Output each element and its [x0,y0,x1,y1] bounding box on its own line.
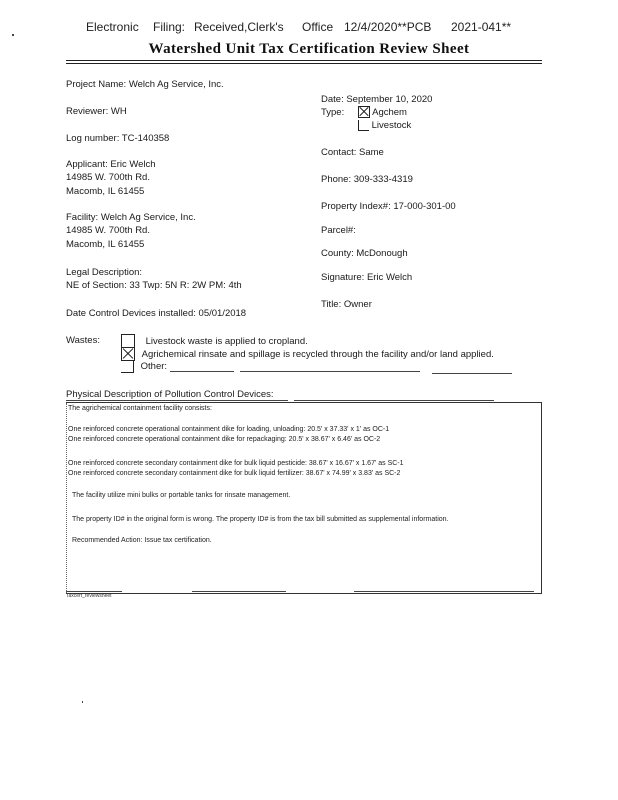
signer-title: Title: Owner [321,299,372,310]
description-line-5: One reinforced concrete secondary containment dike for bulk liquid fertilizer: 38.67' x 74.99' x 3.83' as SC-2 [68,470,401,477]
facility-street: 14985 W. 700th Rd. [66,225,150,236]
stamp-date-pcb: 12/4/2020**PCB [344,20,432,34]
agrichemical-label: Agrichemical rinsate and spillage is recycled through the facility and/or land applied. [141,348,494,360]
signature: Signature: Eric Welch [321,272,413,283]
description-line-4: One reinforced concrete secondary containment dike for bulk liquid pesticide: 38.67' x 16.67' x 1.67' as SC-1 [68,460,404,467]
stamp-received: Received,Clerk's [194,20,284,34]
log-number: Log number: TC-140358 [66,133,170,144]
wastes-label: Wastes: [66,335,100,346]
phone: Phone: 309-333-4319 [321,174,413,185]
other-underline-3 [432,373,512,374]
physical-heading: Physical Description of Pollution Control Devices: [66,389,274,400]
facility-city: Macomb, IL 61455 [66,239,145,250]
scan-speck-2 [82,701,83,703]
other-checkbox [121,360,134,373]
box-bottom-line-3 [354,591,534,592]
physical-heading-underline-2 [294,400,494,401]
county: County: McDonough [321,248,408,259]
description-line-6: The facility utilize mini bulks or portable tanks for rinsate management. [72,492,291,499]
property-index: Property Index#: 17-000-301-00 [321,201,456,212]
box-bottom-line-1 [66,591,122,592]
description-line-8: Recommended Action: Issue tax certification. [72,537,212,544]
legal-description-label: Legal Description: [66,267,143,278]
description-line-3: One reinforced concrete operational containment dike for repackaging: 20.5' x 38.67' x 6.46' as OC-2 [68,436,381,443]
agrichemical-checkbox [121,347,135,361]
reviewer: Reviewer: WH [66,106,127,117]
livestock-waste-label: Livestock waste is applied to cropland. [145,335,308,347]
page-title: Watershed Unit Tax Certification Review Sheet [148,41,470,57]
applicant-name: Applicant: Eric Welch [66,159,156,170]
other-label: Other: [140,361,168,373]
title-rule-top [66,60,542,61]
date-control-devices: Date Control Devices installed: 05/01/2018 [66,308,247,319]
stamp-office: Office [302,20,334,34]
box-left-edge [66,403,67,593]
review-date: Date: September 10, 2020 [321,94,433,105]
contact: Contact: Same [321,147,384,158]
description-line-2: One reinforced concrete operational containment dike for loading, unloading: 20.5' x 37.33' x 1' as OC-1 [68,426,390,433]
description-line-7: The property ID# in the original form is wrong. The property ID# is from the tax bill submitted as supplemental information. [72,516,449,523]
parcel: Parcel#: [321,225,356,236]
stamp-electronic: Electronic [86,20,139,34]
title-rule-bottom [66,63,542,64]
applicant-street: 14985 W. 700th Rd. [66,172,150,183]
livestock-waste-checkbox [121,334,135,348]
type-agchem [358,106,407,119]
livestock-checkbox [358,120,369,131]
description-line-1: The agrichemical containment facility consists: [68,405,212,412]
livestock-label: Livestock [371,120,412,131]
legal-description: NE of Section: 33 Twp: 5N R: 2W PM: 4th [66,280,242,291]
facility-name: Facility: Welch Ag Service, Inc. [66,212,196,223]
agchem-label: Agchem [372,107,407,118]
waste-option-other [121,360,167,373]
scan-speck [12,34,14,36]
box-bottom-line-2 [192,591,286,592]
stamp-docket: 2021-041** [451,20,512,34]
waste-option-livestock [121,334,308,348]
agchem-checkbox [358,106,370,118]
project-name: Project Name: Welch Ag Service, Inc. [66,79,224,90]
stamp-filing: Filing: [153,20,186,34]
other-underline-2 [240,371,420,372]
physical-heading-underline [66,400,288,401]
applicant-city: Macomb, IL 61455 [66,186,145,197]
type-label: Type: [321,107,345,118]
waste-option-agrichemical [121,347,494,361]
other-underline [170,371,234,372]
footer-filename: Taxcert_reviewsheet [66,593,112,599]
type-livestock [358,119,411,132]
